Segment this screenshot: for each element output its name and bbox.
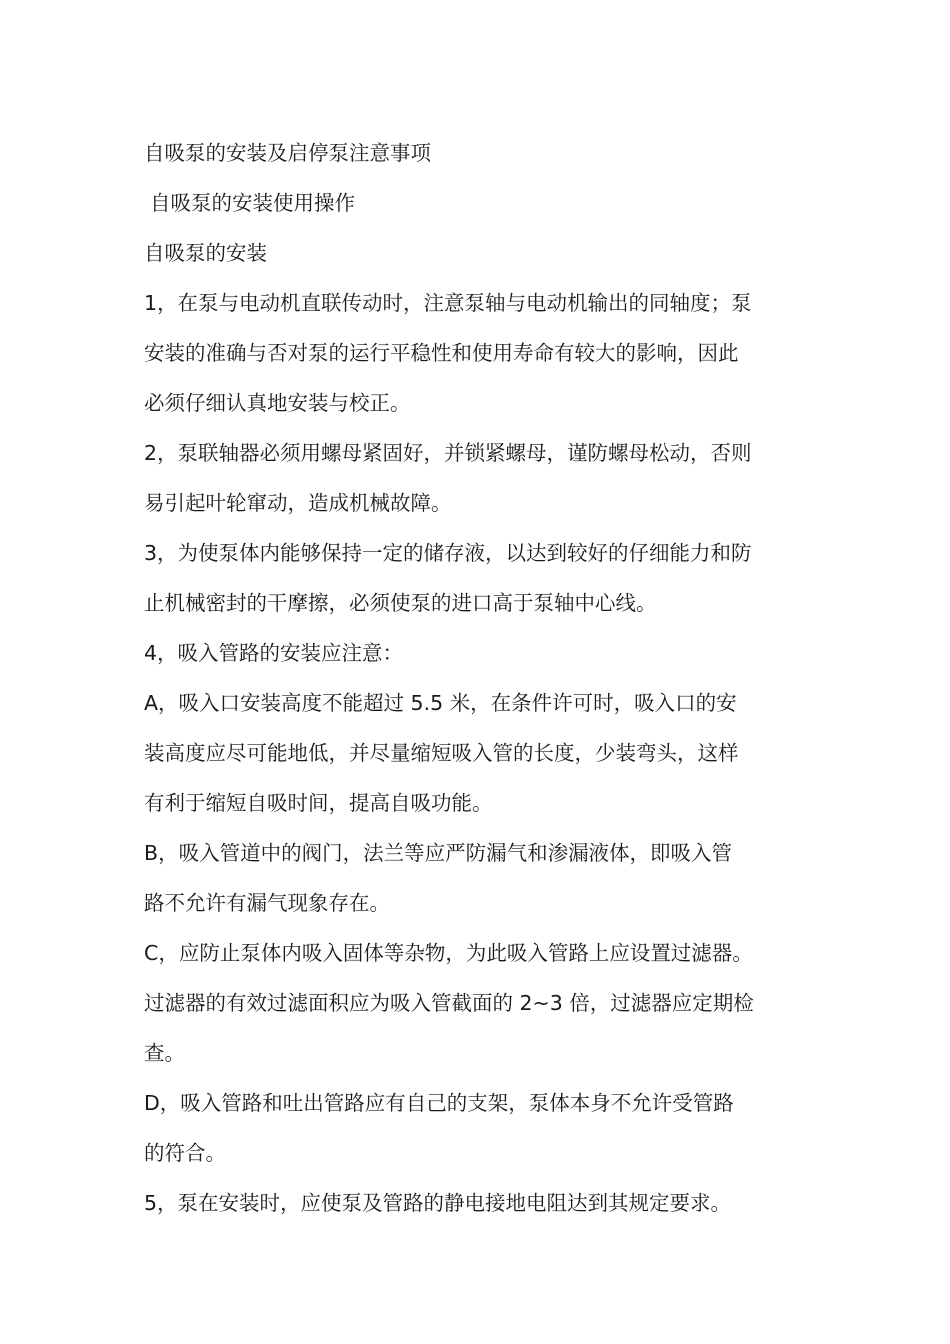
paragraph-line: 过滤器的有效过滤面积应为吸入管截面的 2~3 倍，过滤器应定期检 [144,991,754,1015]
document-title: 自吸泵的安装及启停泵注意事项 [144,141,431,165]
paragraph-line: 止机械密封的干摩擦，必须使泵的进口高于泵轴中心线。 [144,591,657,615]
paragraph-line: 安装的准确与否对泵的运行平稳性和使用寿命有较大的影响，因此 [144,341,739,365]
paragraph-line: 的符合。 [144,1141,226,1165]
paragraph-line: 路不允许有漏气现象存在。 [144,891,390,915]
section-heading: 自吸泵的安装 [144,241,267,265]
paragraph-line: 1，在泵与电动机直联传动时，注意泵轴与电动机输出的同轴度；泵 [144,291,752,315]
paragraph-line: 3，为使泵体内能够保持一定的储存液，以达到较好的仔细能力和防 [144,541,752,565]
paragraph-line: 装高度应尽可能地低，并尽量缩短吸入管的长度，少装弯头，这样 [144,741,739,765]
paragraph-line: 有利于缩短自吸时间，提高自吸功能。 [144,791,493,815]
document-body [144,128,824,1228]
paragraph-line: 4，吸入管路的安装应注意： [144,641,404,665]
document-subtitle: 自吸泵的安装使用操作 [150,191,355,215]
paragraph-line: 查。 [144,1041,185,1065]
paragraph-line: 必须仔细认真地安装与校正。 [144,391,411,415]
paragraph-line: D，吸入管路和吐出管路应有自己的支架，泵体本身不允许受管路 [144,1091,734,1115]
paragraph-line: B，吸入管道中的阀门，法兰等应严防漏气和渗漏液体，即吸入管 [144,841,733,865]
paragraph-line: 易引起叶轮窜动，造成机械故障。 [144,491,452,515]
paragraph-line: A，吸入口安装高度不能超过 5.5 米，在条件许可时，吸入口的安 [144,691,737,715]
paragraph-line: C，应防止泵体内吸入固体等杂物，为此吸入管路上应设置过滤器。 [144,941,753,965]
paragraph-line: 5，泵在安装时，应使泵及管路的静电接地电阻达到其规定要求。 [144,1191,732,1215]
paragraph-line: 2，泵联轴器必须用螺母紧固好，并锁紧螺母，谨防螺母松动，否则 [144,441,752,465]
